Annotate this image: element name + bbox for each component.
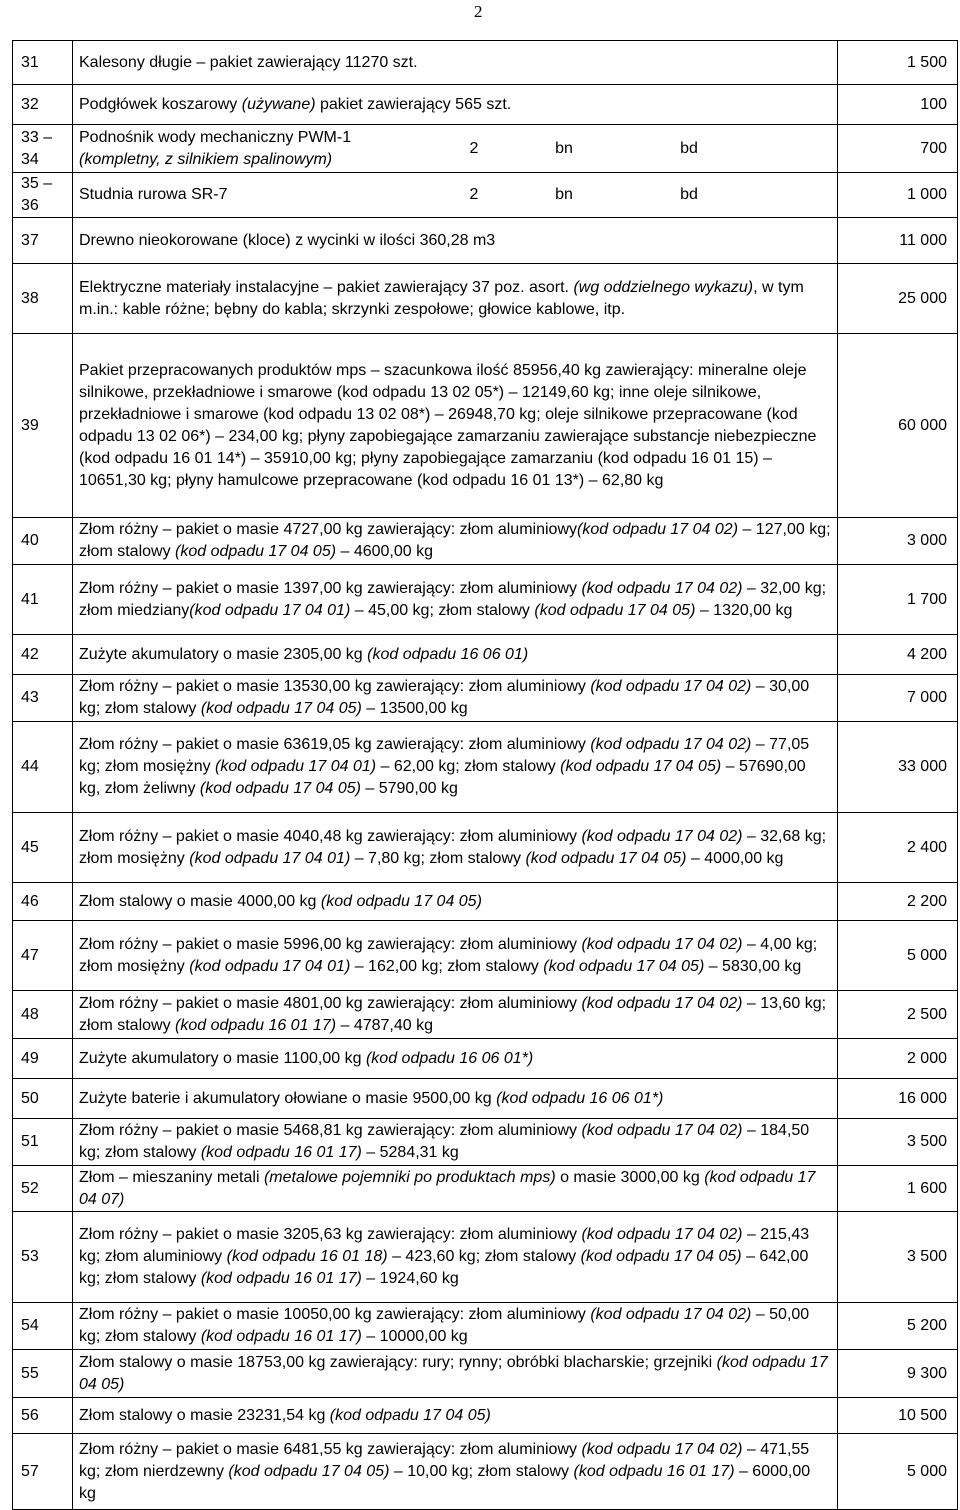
item-value: 5 000 bbox=[838, 921, 958, 991]
item-quantity: 2 bbox=[469, 139, 479, 157]
italic-segment: (kompletny, z silnikiem spalinowym) bbox=[79, 150, 333, 168]
item-description bbox=[73, 85, 838, 125]
item-number: 33 – 34 bbox=[13, 125, 73, 173]
table-row bbox=[13, 1212, 958, 1303]
text-segment: – 45,00 kg; złom stalowy bbox=[350, 601, 535, 619]
text-segment: – 10000,00 kg bbox=[361, 1328, 468, 1345]
table-row bbox=[13, 264, 958, 334]
text-segment: Pakiet przepracowanych produktów mps – szacunkowa ilość 85956,40 kg zawierający: mineralne oleje silnikowe, przekładniowe i smarowe (kod odpadu 13 02 05*) – 12149,60 kg; inne oleje silnikowe, przekładniowe i smarowe (kod odpadu 13 02 08*) – 26948,70 kg; oleje silnikowe przepracowane (kod odpadu 13 02 06*) – 234,00 kg; płyny zapobiegające zamarzaniu zawierające substancje niebezpieczne (kod odpadu 16 01 14*) – 35910,00 kg; płyny zapobiegające zamarzaniu (kod odpadu 16 01 15) – 10651,30 kg; płyny hamulcowe przepracowane (kod odpadu 16 01 13*) – 62,80 kg bbox=[79, 361, 817, 489]
italic-segment: (kod odpadu 17 04 05) bbox=[199, 780, 361, 797]
item-description bbox=[73, 1398, 838, 1434]
item-value: 33 000 bbox=[838, 722, 958, 813]
item-description-split bbox=[79, 127, 831, 171]
text-segment: – 4600,00 kg bbox=[336, 543, 434, 560]
text-segment: Złom różny – pakiet o masie 3205,63 kg zawierający: złom aluminiowy bbox=[79, 1226, 582, 1243]
item-number: 39 bbox=[13, 334, 73, 518]
item-number: 56 bbox=[13, 1398, 73, 1434]
italic-segment: (kod odpadu 17 04 02) bbox=[581, 1226, 743, 1243]
text-segment: Zużyte baterie i akumulatory ołowiane o masie 9500,00 kg bbox=[79, 1089, 497, 1107]
italic-segment: (kod odpadu 17 04 02) bbox=[590, 1306, 752, 1323]
text-segment: – 57690,00 kg, złom żeliwny bbox=[79, 758, 806, 797]
item-value: 7 000 bbox=[838, 675, 958, 722]
item-number: 55 bbox=[13, 1350, 73, 1398]
italic-segment: (kod odpadu 17 04 02) bbox=[577, 521, 739, 538]
items-table-body bbox=[13, 41, 958, 1510]
item-status: bd bbox=[680, 186, 698, 203]
italic-segment: (kod odpadu 16 01 17) bbox=[175, 1016, 337, 1034]
italic-segment: (kod odpadu 16 01 17) bbox=[200, 1328, 362, 1345]
italic-segment: (kod odpadu 17 04 05) bbox=[329, 1406, 491, 1424]
item-value: 3 500 bbox=[838, 1119, 958, 1166]
text-segment: Zużyte akumulatory o masie 2305,00 kg bbox=[79, 645, 368, 663]
item-number: 35 – 36 bbox=[13, 173, 73, 218]
item-value: 4 200 bbox=[838, 635, 958, 675]
item-description bbox=[73, 518, 838, 565]
item-number: 40 bbox=[13, 518, 73, 565]
item-value: 3 000 bbox=[838, 518, 958, 565]
table-row bbox=[13, 85, 958, 125]
items-table bbox=[12, 40, 958, 1510]
item-number: 44 bbox=[13, 722, 73, 813]
italic-segment: (kod odpadu 17 04 05) bbox=[534, 601, 696, 619]
item-number: 48 bbox=[13, 991, 73, 1039]
italic-segment: (kod odpadu 17 04 05) bbox=[228, 1462, 390, 1480]
item-number: 37 bbox=[13, 218, 73, 264]
table-row bbox=[13, 1119, 958, 1166]
item-number: 54 bbox=[13, 1303, 73, 1350]
italic-segment: (kod odpadu 17 04 01) bbox=[189, 849, 351, 867]
item-quantity: 2 bbox=[469, 186, 479, 203]
italic-segment: (kod odpadu 17 04 02) bbox=[590, 678, 752, 695]
text-segment: o masie 3000,00 kg bbox=[555, 1168, 705, 1186]
item-value: 9 300 bbox=[838, 1350, 958, 1398]
item-number: 53 bbox=[13, 1212, 73, 1303]
table-row bbox=[13, 518, 958, 565]
text-segment: , w tym m.in.: kable różne; bębny do kabla; skrzynki zespołowe; głowice kablowe, itp. bbox=[79, 278, 804, 318]
text-segment: – 1924,60 kg bbox=[361, 1270, 459, 1287]
text-segment: Złom – mieszaniny metali bbox=[79, 1168, 264, 1186]
item-value: 5 200 bbox=[838, 1303, 958, 1350]
item-description bbox=[73, 1039, 838, 1079]
text-segment: – 642,00 kg; złom stalowy bbox=[79, 1248, 809, 1287]
item-value: 1 600 bbox=[838, 1166, 958, 1212]
item-value: 2 200 bbox=[838, 883, 958, 921]
text-segment: Złom stalowy o masie 23231,54 kg bbox=[79, 1406, 330, 1424]
item-description bbox=[73, 173, 838, 218]
text-segment: Podnośnik wody mechaniczny PWM-1 bbox=[79, 128, 352, 146]
italic-segment: (kod odpadu 16 01 17) bbox=[200, 1144, 362, 1161]
text-segment: Złom różny – pakiet o masie 1397,00 kg zawierający: złom aluminiowy bbox=[79, 579, 582, 597]
item-description bbox=[73, 813, 838, 883]
item-number: 57 bbox=[13, 1434, 73, 1510]
item-description bbox=[73, 41, 838, 85]
item-description-text bbox=[79, 184, 419, 206]
table-row bbox=[13, 1166, 958, 1212]
item-description bbox=[73, 991, 838, 1039]
table-row bbox=[13, 1434, 958, 1510]
item-value: 2 000 bbox=[838, 1039, 958, 1079]
italic-segment: (kod odpadu 17 04 02) bbox=[581, 935, 743, 953]
item-description bbox=[73, 334, 838, 518]
text-segment: – 184,50 kg; złom stalowy bbox=[79, 1122, 810, 1161]
item-description bbox=[73, 675, 838, 722]
table-row bbox=[13, 991, 958, 1039]
item-description bbox=[73, 1119, 838, 1166]
table-row bbox=[13, 883, 958, 921]
italic-segment: (kod odpadu 17 04 05) bbox=[580, 1248, 742, 1265]
table-row bbox=[13, 722, 958, 813]
item-value: 1 700 bbox=[838, 565, 958, 635]
table-row bbox=[13, 41, 958, 85]
item-description bbox=[73, 218, 838, 264]
text-segment: – 4000,00 kg bbox=[686, 849, 784, 867]
item-number: 47 bbox=[13, 921, 73, 991]
text-segment: – 10,00 kg; złom stalowy bbox=[389, 1462, 574, 1480]
text-segment: – 5790,00 kg bbox=[360, 780, 458, 797]
text-segment: – 62,00 kg; złom stalowy bbox=[376, 758, 561, 775]
text-segment: – 7,80 kg; złom stalowy bbox=[350, 849, 526, 867]
italic-segment: (kod odpadu 17 04 05) bbox=[525, 849, 687, 867]
item-value: 5 000 bbox=[838, 1434, 958, 1510]
item-value: 60 000 bbox=[838, 334, 958, 518]
table-row bbox=[13, 921, 958, 991]
table-row bbox=[13, 565, 958, 635]
text-segment: – 4787,40 kg bbox=[336, 1016, 434, 1034]
text-segment: Złom stalowy o masie 4000,00 kg bbox=[79, 892, 321, 910]
item-number: 51 bbox=[13, 1119, 73, 1166]
item-description bbox=[73, 1212, 838, 1303]
text-segment: Złom stalowy o masie 18753,00 kg zawierający: rury; rynny; obróbki blacharskie; grzejniki bbox=[79, 1353, 717, 1371]
item-value: 100 bbox=[838, 85, 958, 125]
text-segment: – 4,00 kg; złom mosiężny bbox=[79, 935, 818, 975]
text-segment: – 423,60 kg; złom stalowy bbox=[387, 1248, 581, 1265]
item-number: 43 bbox=[13, 675, 73, 722]
text-segment: Podgłówek koszarowy bbox=[79, 95, 242, 113]
table-row bbox=[13, 125, 958, 173]
item-value: 16 000 bbox=[838, 1079, 958, 1119]
item-number: 32 bbox=[13, 85, 73, 125]
item-number: 42 bbox=[13, 635, 73, 675]
item-description bbox=[73, 921, 838, 991]
table-row bbox=[13, 1350, 958, 1398]
text-segment: Złom różny – pakiet o masie 4727,00 kg zawierający: złom aluminiowy bbox=[79, 521, 577, 538]
text-segment: Kalesony długie – pakiet zawierający 11270 szt. bbox=[79, 53, 418, 71]
italic-segment: (kod odpadu 16 01 17) bbox=[573, 1462, 735, 1480]
italic-segment: (używane) bbox=[241, 95, 316, 113]
item-description bbox=[73, 722, 838, 813]
text-segment: – 13500,00 kg bbox=[361, 700, 468, 717]
italic-segment: (kod odpadu 17 04 02) bbox=[581, 1440, 743, 1458]
text-segment: – 5284,31 kg bbox=[361, 1144, 459, 1161]
item-number: 41 bbox=[13, 565, 73, 635]
item-value: 2 400 bbox=[838, 813, 958, 883]
item-value: 2 500 bbox=[838, 991, 958, 1039]
italic-segment: (kod odpadu 17 04 02) bbox=[581, 1122, 743, 1139]
item-number: 49 bbox=[13, 1039, 73, 1079]
item-value: 1 000 bbox=[838, 173, 958, 218]
text-segment: – 13,60 kg; złom stalowy bbox=[79, 994, 827, 1034]
italic-segment: (kod odpadu 17 04 05) bbox=[320, 892, 482, 910]
italic-segment: (kod odpadu 16 06 01*) bbox=[365, 1049, 534, 1067]
item-number: 50 bbox=[13, 1079, 73, 1119]
item-value: 11 000 bbox=[838, 218, 958, 264]
italic-segment: (kod odpadu 17 04 05) bbox=[79, 1353, 828, 1393]
item-description bbox=[73, 1079, 838, 1119]
item-description bbox=[73, 635, 838, 675]
item-number: 46 bbox=[13, 883, 73, 921]
table-row bbox=[13, 1303, 958, 1350]
item-description-split bbox=[79, 184, 831, 206]
item-number: 45 bbox=[13, 813, 73, 883]
table-row bbox=[13, 1079, 958, 1119]
text-segment: – 32,00 kg; złom miedziany bbox=[79, 579, 827, 619]
table-row bbox=[13, 173, 958, 218]
text-segment: – 32,68 kg; złom mosiężny bbox=[79, 827, 827, 867]
italic-segment: (kod odpadu 17 04 01) bbox=[215, 758, 377, 775]
page-number: 2 bbox=[474, 2, 483, 21]
item-unit: bn bbox=[555, 139, 573, 157]
italic-segment: (kod odpadu 16 01 17) bbox=[200, 1270, 362, 1287]
item-number: 38 bbox=[13, 264, 73, 334]
table-row bbox=[13, 1039, 958, 1079]
item-number: 52 bbox=[13, 1166, 73, 1212]
text-segment: Zużyte akumulatory o masie 1100,00 kg bbox=[79, 1049, 366, 1067]
table-row bbox=[13, 1398, 958, 1434]
item-description bbox=[73, 1350, 838, 1398]
item-description-text bbox=[79, 127, 419, 171]
italic-segment: (kod odpadu 16 06 01*) bbox=[496, 1089, 664, 1107]
item-unit: bn bbox=[555, 186, 573, 203]
item-description bbox=[73, 1303, 838, 1350]
text-segment: – 30,00 kg; złom stalowy bbox=[79, 678, 810, 717]
text-segment: – 162,00 kg; złom stalowy bbox=[350, 957, 544, 975]
table-row bbox=[13, 218, 958, 264]
italic-segment: (kod odpadu 17 04 02) bbox=[581, 579, 743, 597]
text-segment: Złom różny – pakiet o masie 10050,00 kg zawierający: złom aluminiowy bbox=[79, 1306, 591, 1323]
text-segment: Złom różny – pakiet o masie 63619,05 kg zawierający: złom aluminiowy bbox=[79, 736, 591, 753]
text-segment: Elektryczne materiały instalacyjne – pakiet zawierający 37 poz. asort. bbox=[79, 278, 574, 296]
item-description bbox=[73, 565, 838, 635]
italic-segment: (kod odpadu 17 04 01) bbox=[189, 601, 351, 619]
italic-segment: (metalowe pojemniki po produktach mps) bbox=[263, 1168, 556, 1186]
item-value: 1 500 bbox=[838, 41, 958, 85]
italic-segment: (kod odpadu 17 04 07) bbox=[79, 1168, 816, 1208]
item-description bbox=[73, 125, 838, 173]
italic-segment: (kod odpadu 17 04 05) bbox=[175, 543, 337, 560]
item-value: 25 000 bbox=[838, 264, 958, 334]
text-segment: – 471,55 kg; złom nierdzewny bbox=[79, 1440, 810, 1480]
text-segment: Studnia rurowa SR-7 bbox=[79, 186, 228, 203]
text-segment: Złom różny – pakiet o masie 5468,81 kg zawierający: złom aluminiowy bbox=[79, 1122, 582, 1139]
text-segment: – 50,00 kg; złom stalowy bbox=[79, 1306, 810, 1345]
italic-segment: (kod odpadu 17 04 01) bbox=[189, 957, 351, 975]
text-segment: Złom różny – pakiet o masie 5996,00 kg zawierający: złom aluminiowy bbox=[79, 935, 582, 953]
table-row bbox=[13, 334, 958, 518]
italic-segment: (kod odpadu 16 01 18) bbox=[226, 1248, 388, 1265]
text-segment: – 127,00 kg; złom stalowy bbox=[79, 521, 831, 560]
item-value: 3 500 bbox=[838, 1212, 958, 1303]
italic-segment: (kod odpadu 17 04 05) bbox=[543, 957, 705, 975]
italic-segment: (kod odpadu 17 04 02) bbox=[581, 827, 743, 845]
item-description bbox=[73, 1166, 838, 1212]
italic-segment: (kod odpadu 17 04 05) bbox=[200, 700, 362, 717]
item-value: 10 500 bbox=[838, 1398, 958, 1434]
text-segment: Złom różny – pakiet o masie 13530,00 kg zawierający: złom aluminiowy bbox=[79, 678, 591, 695]
italic-segment: (kod odpadu 17 04 02) bbox=[581, 994, 743, 1012]
italic-segment: (kod odpadu 17 04 02) bbox=[590, 736, 752, 753]
text-segment: pakiet zawierający 565 szt. bbox=[315, 95, 512, 113]
text-segment: – 6000,00 kg bbox=[79, 1462, 811, 1502]
item-description bbox=[73, 264, 838, 334]
italic-segment: (wg oddzielnego wykazu) bbox=[573, 278, 754, 296]
item-number: 31 bbox=[13, 41, 73, 85]
table-row bbox=[13, 635, 958, 675]
text-segment: Złom różny – pakiet o masie 4040,48 kg zawierający: złom aluminiowy bbox=[79, 827, 582, 845]
text-segment: Złom różny – pakiet o masie 6481,55 kg zawierający: złom aluminiowy bbox=[79, 1440, 582, 1458]
item-description bbox=[73, 883, 838, 921]
text-segment: – 77,05 kg; złom mosiężny bbox=[79, 736, 810, 775]
item-value: 700 bbox=[838, 125, 958, 173]
text-segment: Złom różny – pakiet o masie 4801,00 kg zawierający: złom aluminiowy bbox=[79, 994, 582, 1012]
text-segment: – 1320,00 kg bbox=[695, 601, 793, 619]
item-description bbox=[73, 1434, 838, 1510]
italic-segment: (kod odpadu 16 06 01) bbox=[367, 645, 529, 663]
table-row bbox=[13, 813, 958, 883]
text-segment: – 215,43 kg; złom aluminiowy bbox=[79, 1226, 810, 1265]
text-segment: – 5830,00 kg bbox=[704, 957, 802, 975]
italic-segment: (kod odpadu 17 04 05) bbox=[560, 758, 722, 775]
table-row bbox=[13, 675, 958, 722]
item-status: bd bbox=[680, 139, 698, 157]
text-segment: Drewno nieokorowane (kloce) z wycinki w ilości 360,28 m3 bbox=[79, 231, 496, 249]
